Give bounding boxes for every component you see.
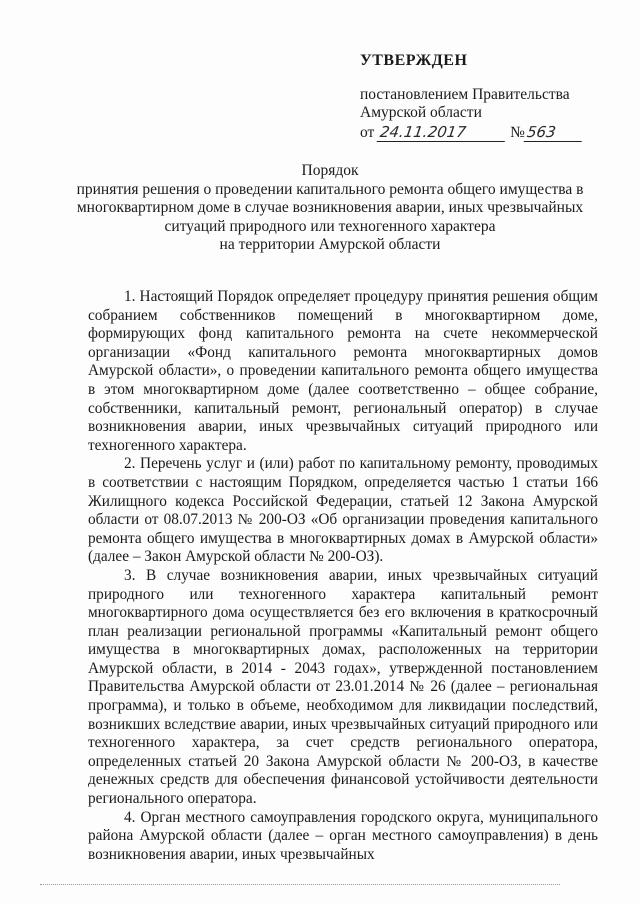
approval-date-number-line [360,123,610,142]
handwritten-date: 24.11.2017 [377,123,508,142]
date-prefix: от [360,124,375,141]
paragraph-1: 1. Настоящий Порядок определяет процедуру принятия решения общим собранием собственников помещений в многоквартирном доме, формирующих фонд капитального ремонта на счете некоммерческой организации «Фонд капитального ремонта многоквартирных домов Амурской области», о проведении капитального ремонта общего имущества в этом многоквартирном доме (далее соответственно – общее собрание, собственники, капитальный ремонт, региональный оператор) в случае возникновения аварии, иных чрезвычайных ситуаций природного или техногенного характера. [88,288,598,454]
document-body [88,288,598,864]
document-title [60,162,600,255]
scan-edge-divider [40,884,560,885]
title-line-3: многоквартирном доме в случае возникновения аварии, иных чрезвычайных [76,199,584,216]
approval-block [360,52,610,142]
approval-line-1: постановлением Правительства [360,86,570,103]
title-line-5: на территории Амурской области [219,236,441,253]
approval-line-2: Амурской области [360,104,482,121]
title-line-1: Порядок [301,162,359,179]
paragraph-4: 4. Орган местного самоуправления городского округа, муниципального района Амурской области (далее – орган местного самоуправления) в день возникновения аварии, иных чрезвычайных [88,808,598,863]
number-prefix: № [510,124,525,141]
paragraph-3: 3. В случае возникновения аварии, иных чрезвычайных ситуаций природного или техногенного характера капитальный ремонт многоквартирного дома осуществляется без его включения в краткосрочный план реализации региональной программы «Капитальный ремонт общего имущества в многоквартирных домах, расположенных на территории Амурской области, в 2014 - 2043 годах», утвержденной постановлением Правительства Амурской области от 23.01.2014 № 26 (далее – региональная программа), и только в объеме, необходимом для ликвидации последствий, возникших вследствие аварии, иных чрезвычайных ситуаций природного или техногенного характера, за счет средств регионального оператора, определенных статьей 20 Закона Амурской области № 200-ОЗ, в качестве денежных средств для обеспечения финансовой устойчивости деятельности регионального оператора. [88,566,598,808]
paragraph-2: 2. Перечень услуг и (или) работ по капитальному ремонту, проводимых в соответствии с настоящим Порядком, определяется частью 1 статьи 166 Жилищного кодекса Российской Федерации, статьей 12 Закона Амурской области от 08.07.2013 № 200-ОЗ «Об организации проведения капитального ремонта общего имущества в многоквартирных домах в Амурской области» (далее – Закон Амурской области № 200-ОЗ). [88,455,598,566]
approval-heading: УТВЕРЖДЕН [360,52,468,69]
title-line-4: ситуаций природного или техногенного характера [164,217,496,235]
handwritten-number: 563 [524,123,585,142]
title-line-2: принятия решения о проведении капитального ремонта общего имущества в [76,180,584,198]
